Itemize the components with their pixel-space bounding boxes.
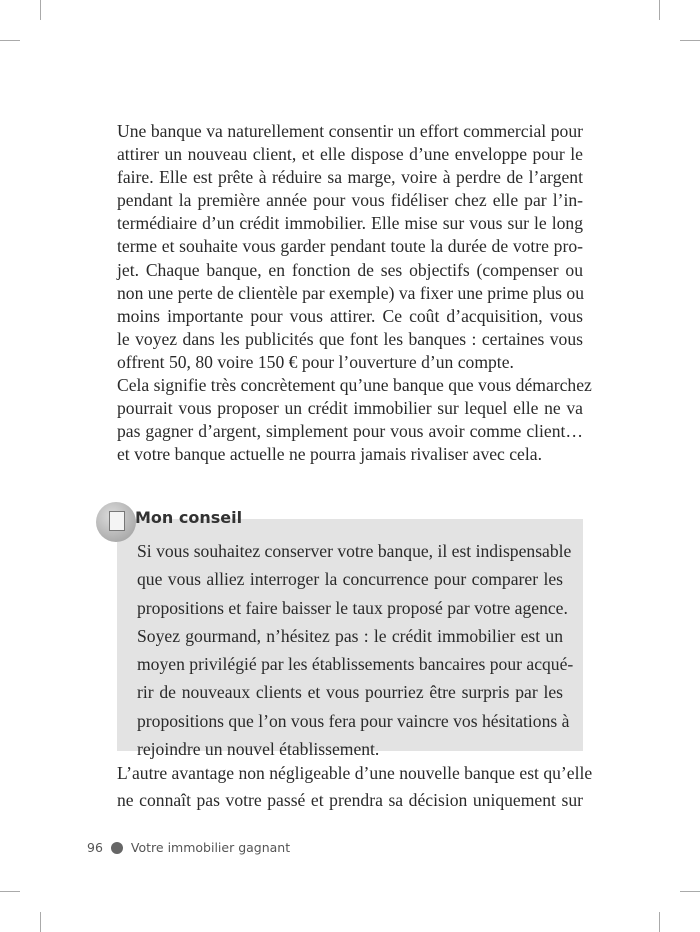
tip-title: Mon conseil (135, 508, 243, 527)
text-line: Soyez gourmand, n’hésitez pas : le crédit immobilier est un (137, 625, 563, 646)
crop-mark (680, 891, 700, 892)
page-number: 96 (87, 840, 103, 855)
text-line: L’autre avantage non négligeable d’une nouvelle banque est qu’elle (117, 763, 593, 783)
crop-mark (40, 0, 41, 20)
text-line: attirer un nouveau client, et elle dispose d’une enveloppe pour le (117, 144, 583, 165)
crop-mark (659, 912, 660, 932)
text-line: et votre banque actuelle ne pourra jamais rivaliser avec cela. (117, 444, 542, 465)
text-line: non une perte de clientèle par exemple) va fixer une prime plus ou (117, 282, 585, 303)
text-line: rejoindre un nouvel établissement. (137, 739, 380, 760)
text-line: Cela signifie très concrètement qu’une banque que vous démarchez (117, 375, 592, 396)
crop-mark (680, 40, 700, 41)
crop-mark (40, 912, 41, 932)
text-line: pourrait vous proposer un crédit immobilier sur lequel elle ne va (117, 398, 583, 419)
text-line: propositions et faire baisser le taux proposé par votre agence. (137, 597, 568, 618)
page-footer (87, 840, 290, 855)
text-line: terme et souhaite vous garder pendant toute la durée de votre pro- (117, 236, 583, 257)
text-line: propositions que l’on vous fera pour vaincre vos hésitations à (137, 710, 570, 731)
bullet-dot-icon (111, 842, 123, 854)
text-line: Si vous souhaitez conserver votre banque, il est indispensable (137, 541, 572, 561)
crop-mark (659, 0, 660, 20)
text-line: moyen privilégié par les établissements bancaires pour acqué- (137, 654, 574, 675)
tip-text (137, 537, 574, 763)
text-line: moins importante pour vous attirer. Ce coût d’acquisition, vous (117, 305, 583, 326)
text-line: Une banque va naturellement consentir un effort commercial pour (117, 121, 583, 141)
text-line: faire. Elle est prête à réduire sa marge, voire à perdre de l’argent (117, 167, 583, 188)
text-line: rir de nouveaux clients et vous pourriez être surpris par les (137, 682, 563, 703)
crop-mark (0, 891, 20, 892)
body-text (117, 760, 593, 814)
text-line: que vous alliez interroger la concurrence pour comparer les (137, 569, 563, 590)
advice-magnifier-icon (96, 502, 136, 542)
body-text (117, 120, 592, 466)
text-line: pendant la première année pour vous fidéliser chez elle par l’in- (117, 190, 583, 211)
text-line: pas gagner d’argent, simplement pour vous avoir comme client… (117, 421, 583, 442)
text-line: offrent 50, 80 voire 150 € pour l’ouverture d’un compte. (117, 351, 514, 372)
text-line: termédiaire d’un crédit immobilier. Elle mise sur vous sur le long (117, 213, 583, 234)
text-line: ne connaît pas votre passé et prendra sa décision uniquement sur (117, 790, 583, 810)
text-line: le voyez dans les publicités que font les banques : certaines vous (117, 328, 583, 349)
text-line: jet. Chaque banque, en fonction de ses objectifs (compenser ou (117, 259, 583, 280)
book-title: Votre immobilier gagnant (130, 840, 291, 855)
crop-mark (0, 40, 20, 41)
